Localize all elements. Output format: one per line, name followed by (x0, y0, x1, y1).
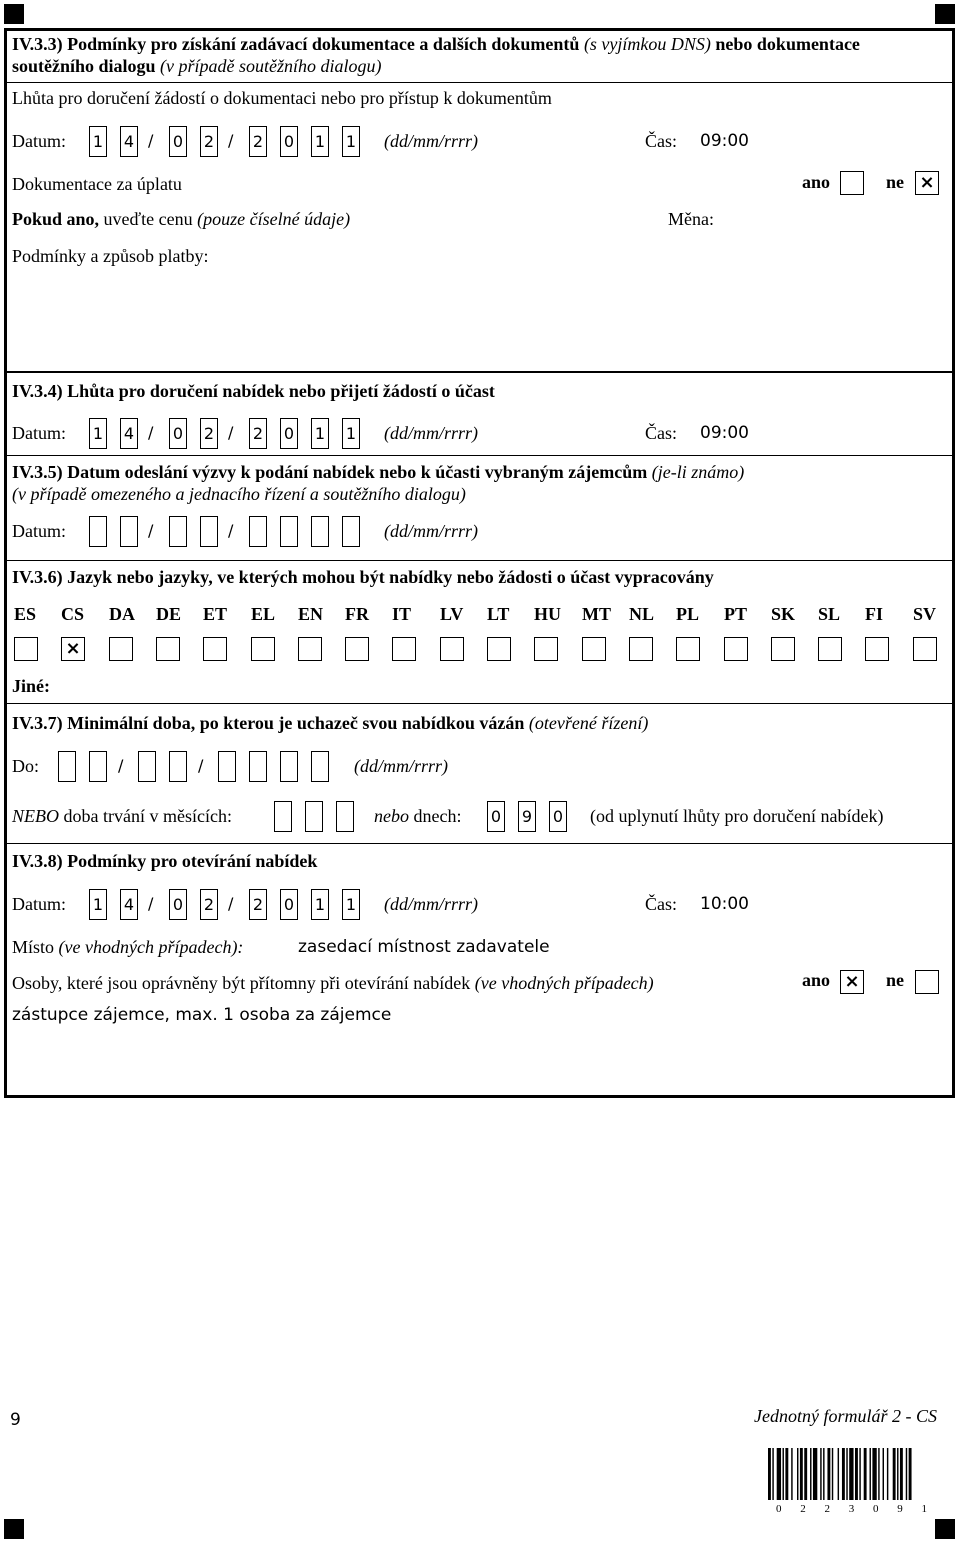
language-label-nl: NL (629, 604, 655, 624)
other-language-label: Jiné: (12, 676, 50, 696)
language-checkbox-sl[interactable] (818, 637, 842, 661)
date-year-digit-1[interactable]: 2 (249, 126, 267, 157)
place-label (12, 937, 243, 958)
barcode-bar (849, 1448, 853, 1500)
language-checkbox-pl[interactable] (676, 637, 700, 661)
language-label-pt: PT (724, 604, 748, 624)
language-checkbox-de[interactable] (156, 637, 180, 661)
date-year-digit-1[interactable]: 2 (249, 889, 267, 920)
date-format-hint: (dd/mm/rrrr) (384, 521, 479, 541)
title-italic: (je-li známo) (651, 462, 745, 482)
place-label-normal: Místo (12, 937, 55, 957)
language-label-es: ES (14, 604, 37, 624)
date-format-hint: (dd/mm/rrrr) (354, 756, 449, 776)
language-label-sl: SL (818, 604, 841, 624)
registration-mark-bottom-right (935, 1519, 955, 1539)
barcode-bar (827, 1448, 830, 1500)
language-checkbox-pt[interactable] (724, 637, 748, 661)
title2-italic: (v případě soutěžního dialogu) (160, 56, 382, 76)
persons-label-normal: Osoby, které jsou oprávněny být přítomny při otevírání nabídek (12, 973, 471, 993)
language-checkbox-fi[interactable] (865, 637, 889, 661)
barcode-bar (864, 1448, 867, 1500)
section-divider (6, 82, 952, 83)
date-month-digit-2[interactable] (200, 516, 218, 547)
date-format-hint: (dd/mm/rrrr) (384, 423, 479, 443)
barcode-bar (859, 1448, 860, 1500)
date-slash: / (148, 131, 154, 150)
cas-value[interactable]: 09:00 (700, 131, 749, 151)
date-month-digit-2[interactable]: 2 (200, 126, 218, 157)
barcode-bar (893, 1448, 896, 1500)
date-slash: / (148, 894, 154, 913)
section-subtitle-iv-3-5: (v případě omezeného a jednacího řízení a soutěžního dialogu) (12, 484, 466, 504)
language-label-de: DE (156, 604, 182, 624)
barcode-bar (797, 1448, 798, 1500)
section-divider (6, 371, 952, 373)
language-checkbox-en[interactable] (298, 637, 322, 661)
datum-label: Datum: (12, 423, 66, 443)
nebo-italic: NEBO (12, 806, 59, 826)
date-month-digit-1[interactable] (169, 516, 187, 547)
barcode-bar (878, 1448, 879, 1500)
language-checkbox-sk[interactable] (771, 637, 795, 661)
section-title-iv-3-3-line2 (12, 56, 382, 77)
barcode-bar (887, 1448, 888, 1500)
language-checkbox-cs[interactable]: × (61, 637, 85, 661)
language-checkbox-da[interactable] (109, 637, 133, 661)
language-label-fr: FR (345, 604, 369, 624)
persons-label-italic: (ve vhodných případech) (474, 973, 654, 993)
date-year-digit-4[interactable]: 1 (342, 418, 360, 449)
language-checkbox-et[interactable] (203, 637, 227, 661)
title-bold: IV.3.7) Minimální doba, po kterou je uchazeč svou nabídkou vázán (12, 713, 525, 733)
persons-ne-checkbox[interactable] (915, 970, 939, 994)
language-checkbox-fr[interactable] (345, 637, 369, 661)
barcode-bar (785, 1448, 788, 1500)
currency-label: Měna: (668, 209, 714, 229)
language-label-fi: FI (865, 604, 883, 624)
date-year-digit-2[interactable]: 0 (280, 126, 298, 157)
deadline-label: Lhůta pro doručení žádostí o dokumentaci nebo pro přístup k dokumentům (12, 88, 552, 108)
section-title-iv-3-3 (12, 34, 860, 55)
title-bold: IV.3.5) Datum odeslání výzvy k podání nabídek nebo k účasti vybraným zájemcům (12, 462, 648, 482)
language-label-en: EN (298, 604, 324, 624)
do-year-digit-3[interactable] (280, 751, 298, 782)
barcode-bar (823, 1448, 824, 1500)
language-label-el: EL (251, 604, 276, 624)
nebo2-italic: nebo (374, 806, 409, 826)
title2-bold: soutěžního dialogu (12, 56, 156, 76)
barcode-bar (909, 1448, 912, 1500)
date-format-hint: (dd/mm/rrrr) (384, 894, 479, 914)
date-slash: / (228, 894, 234, 913)
date-slash: / (228, 131, 234, 150)
language-label-lv: LV (440, 604, 464, 624)
date-year-digit-2[interactable]: 0 (280, 889, 298, 920)
language-label-da: DA (109, 604, 135, 624)
days-label (374, 806, 461, 827)
persons-label (12, 973, 654, 994)
language-label-it: IT (392, 604, 412, 624)
barcode-bar (906, 1448, 907, 1500)
barcode-bar (791, 1448, 792, 1500)
barcode-bar (872, 1448, 876, 1500)
barcode-bar (804, 1448, 807, 1500)
barcode-bar (820, 1448, 821, 1500)
language-checkbox-lt[interactable] (487, 637, 511, 661)
section-title-iv-3-4: IV.3.4) Lhůta pro doručení nabídek nebo přijetí žádostí o účast (12, 381, 495, 401)
paid-ano-checkbox[interactable] (840, 171, 864, 195)
cas-label: Čas: (645, 423, 678, 443)
section-title-iv-3-8: IV.3.8) Podmínky pro otevírání nabídek (12, 851, 318, 871)
datum-label: Datum: (12, 894, 66, 914)
paid-ano-label: ano (802, 172, 831, 192)
date-year-digit-4[interactable] (342, 516, 360, 547)
barcode-bar (900, 1448, 903, 1500)
date-month-digit-2[interactable]: 2 (200, 418, 218, 449)
date-year-digit-1[interactable] (249, 516, 267, 547)
date-month-digit-1[interactable]: 0 (169, 126, 187, 157)
date-day-digit-2[interactable]: 4 (120, 418, 138, 449)
place-label-italic: (ve vhodných případech): (58, 937, 244, 957)
barcode-bar (800, 1448, 803, 1500)
months-digit-2[interactable] (305, 801, 323, 832)
registration-mark-top-left (4, 4, 24, 24)
registration-mark-bottom-left (4, 1519, 24, 1539)
date-year-digit-3[interactable]: 1 (311, 126, 329, 157)
date-month-digit-1[interactable]: 0 (169, 418, 187, 449)
barcode-bar (810, 1448, 811, 1500)
barcode-bar (883, 1448, 884, 1500)
language-checkbox-hu[interactable] (534, 637, 558, 661)
language-checkbox-mt[interactable] (582, 637, 606, 661)
barcode-bar (772, 1448, 773, 1500)
date-day-digit-2[interactable] (120, 516, 138, 547)
date-month-digit-2[interactable]: 2 (200, 889, 218, 920)
date-year-digit-3[interactable] (311, 516, 329, 547)
date-slash: / (148, 423, 154, 442)
do-year-digit-4[interactable] (311, 751, 329, 782)
section-title-iv-3-6: IV.3.6) Jazyk nebo jazyky, ve kterých mohou být nabídky nebo žádosti o účast vypracovány (12, 567, 714, 587)
do-day-digit-1[interactable] (58, 751, 76, 782)
months-label: doba trvání v měsících: (63, 806, 232, 826)
barcode-bar (846, 1448, 847, 1500)
barcode-bar (897, 1448, 898, 1500)
language-label-cs: CS (61, 604, 85, 624)
price-label-normal: uveďte cenu (103, 209, 193, 229)
language-label-sk: SK (771, 604, 796, 624)
section-divider (6, 455, 952, 456)
date-day-digit-2[interactable]: 4 (120, 126, 138, 157)
date-day-digit-1[interactable]: 1 (89, 126, 107, 157)
title-bold: IV.3.3) Podmínky pro získání zadávací dokumentace a dalších dokumentů (12, 34, 580, 54)
form-name: Jednotný formulář 2 - CS (754, 1406, 937, 1426)
price-label-italic: (pouze číselné údaje) (197, 209, 351, 229)
cas-value[interactable]: 10:00 (700, 894, 749, 914)
date-month-digit-1[interactable]: 0 (169, 889, 187, 920)
cas-label: Čas: (645, 894, 678, 914)
persons-value[interactable]: zástupce zájemce, max. 1 osoba za zájemce (12, 1005, 392, 1025)
barcode-bar (783, 1448, 784, 1500)
paid-ne-checkbox[interactable]: × (915, 171, 939, 195)
place-value[interactable]: zasedací místnost zadavatele (298, 937, 550, 957)
title-italic: (otevřené řízení) (528, 713, 649, 733)
section-divider (6, 703, 952, 704)
payment-conditions-label: Podmínky a způsob platby: (12, 246, 209, 266)
datum-label: Datum: (12, 131, 66, 151)
language-checkbox-nl[interactable] (629, 637, 653, 661)
paid-ne-label: ne (886, 172, 904, 192)
language-label-pl: PL (676, 604, 700, 624)
datum-label: Datum: (12, 521, 66, 541)
do-year-digit-1[interactable] (218, 751, 236, 782)
date-year-digit-2[interactable] (280, 516, 298, 547)
date-slash: / (148, 521, 154, 540)
months-digit-3[interactable] (336, 801, 354, 832)
barcode-bar (832, 1448, 833, 1500)
language-checkbox-el[interactable] (251, 637, 275, 661)
persons-ano-label: ano (802, 970, 831, 990)
date-day-digit-1[interactable]: 1 (89, 418, 107, 449)
date-slash: / (228, 423, 234, 442)
barcode-bar (777, 1448, 781, 1500)
date-year-digit-3[interactable]: 1 (311, 889, 329, 920)
cas-label: Čas: (645, 131, 678, 151)
language-label-sv: SV (913, 604, 937, 624)
cas-value[interactable]: 09:00 (700, 423, 749, 443)
do-label: Do: (12, 756, 39, 776)
language-checkbox-es[interactable] (14, 637, 38, 661)
section-title-iv-3-5 (12, 462, 744, 483)
persons-ne-label: ne (886, 970, 904, 990)
days-digit-1[interactable]: 0 (487, 801, 505, 832)
page-number: 9 (10, 1410, 21, 1430)
language-label-hu: HU (534, 604, 561, 624)
days-digit-3[interactable]: 0 (549, 801, 567, 832)
barcode-bar (813, 1448, 817, 1500)
date-year-digit-2[interactable]: 0 (280, 418, 298, 449)
language-checkbox-sv[interactable] (913, 637, 937, 661)
barcode-bar (855, 1448, 858, 1500)
barcode-bar (838, 1448, 839, 1500)
months-digit-1[interactable] (274, 801, 292, 832)
section-divider (6, 843, 952, 844)
date-year-digit-4[interactable]: 1 (342, 889, 360, 920)
language-checkbox-lv[interactable] (440, 637, 464, 661)
price-label (12, 209, 350, 230)
days-note: (od uplynutí lhůty pro doručení nabídek) (590, 806, 884, 826)
date-year-digit-3[interactable]: 1 (311, 418, 329, 449)
date-slash: / (228, 521, 234, 540)
language-checkbox-it[interactable] (392, 637, 416, 661)
barcode-bar (768, 1448, 771, 1500)
price-label-bold: Pokud ano, (12, 209, 100, 229)
duration-label (12, 806, 232, 827)
date-slash: / (118, 756, 124, 775)
date-year-digit-1[interactable]: 2 (249, 418, 267, 449)
language-label-et: ET (203, 604, 228, 624)
days-label-text: dnech: (413, 806, 462, 826)
language-label-mt: MT (582, 604, 611, 624)
paid-documentation-label: Dokumentace za úplatu (12, 174, 182, 194)
date-day-digit-2[interactable]: 4 (120, 889, 138, 920)
do-year-digit-2[interactable] (249, 751, 267, 782)
title-tail: nebo dokumentace (715, 34, 860, 54)
date-day-digit-1[interactable]: 1 (89, 889, 107, 920)
date-day-digit-1[interactable] (89, 516, 107, 547)
date-format-hint: (dd/mm/rrrr) (384, 131, 479, 151)
barcode-bar (842, 1448, 845, 1500)
date-year-digit-4[interactable]: 1 (342, 126, 360, 157)
barcode-bar (870, 1448, 871, 1500)
do-month-digit-1[interactable] (138, 751, 156, 782)
do-month-digit-2[interactable] (169, 751, 187, 782)
barcode-digits: 0 2 2 3 0 9 1 (776, 1503, 935, 1515)
persons-ano-checkbox[interactable]: × (840, 970, 864, 994)
section-title-iv-3-7 (12, 713, 648, 734)
title-italic: (s vyjímkou DNS) (583, 34, 711, 54)
do-day-digit-2[interactable] (89, 751, 107, 782)
registration-mark-top-right (935, 4, 955, 24)
days-digit-2[interactable]: 9 (518, 801, 536, 832)
date-slash: / (198, 756, 204, 775)
section-divider (6, 560, 952, 561)
language-label-lt: LT (487, 604, 510, 624)
